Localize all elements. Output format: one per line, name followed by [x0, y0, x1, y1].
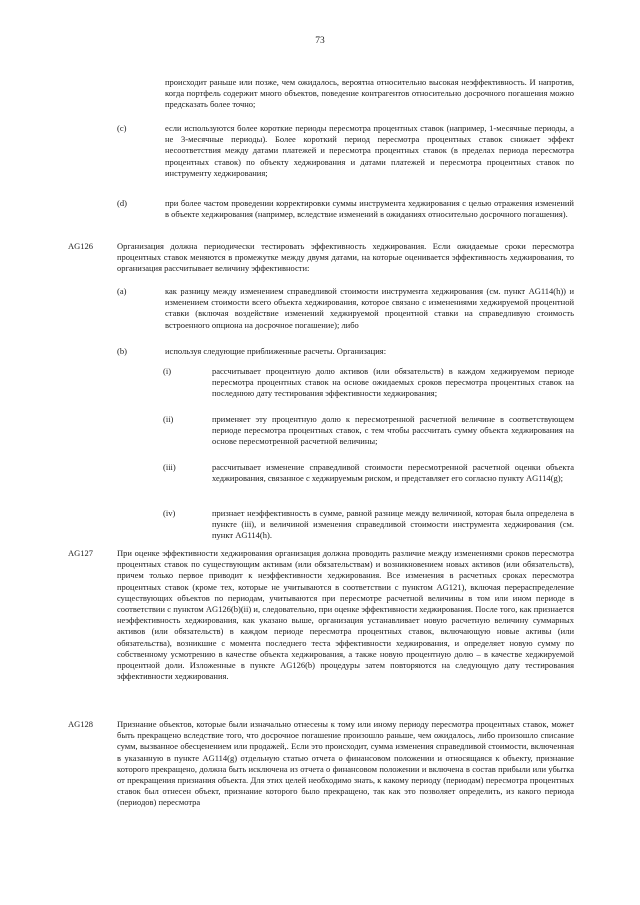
item-d-label: (d)	[117, 198, 127, 208]
sub-i-label: (i)	[163, 366, 172, 376]
ag126-a-label: (a)	[117, 286, 127, 296]
sub-i-text: рассчитывает процентную долю активов (или обязательств) в каждом хеджируемом периоде пересмотра процентных ставок на основе ожидаемых сроков пересмотра процентных ставок на последнюю дату тестирования эффективности хеджирования;	[212, 366, 574, 399]
item-c-text: если используются более короткие периоды пересмотра процентных ставок (например, 1-месячные периоды, а не 3-месячные периоды). Более короткий период пересмотра процентных ставок снижает эффект несоответствия между датами платежей и пересмотра процентных ставок (в пределах периода пересмотра процентных ставок) по объекту хеджирования и датами платежей и пересмотра процентных ставок по инструменту хеджирования;	[165, 123, 574, 178]
ag126-text: Организация должна периодически тестировать эффективность хеджирования. Если ожидаемые сроки пересмотра процентных ставок меняются в промежутке между двумя датами, на которые оценивается эффективность хеджирования, то организация рассчитывает величину эффективности:	[117, 241, 574, 274]
item-d-text: при более частом проведении корректировки суммы инструмента хеджирования с целью отражения изменений в объекте хеджирования (например, вследствие изменений в ожиданиях относительно досрочного погашения).	[165, 198, 574, 220]
ag126-b-text: используя следующие приближенные расчеты. Организация:	[165, 346, 387, 356]
sub-iii-text: рассчитывает изменение справедливой стоимости пересмотренной расчетной оценки объекта хеджирования, связанное с хеджируемым риском, и представляет его согласно пункту AG114(g);	[212, 462, 574, 484]
ag126-a-text: как разницу между изменением справедливой стоимости инструмента хеджирования (см. пункт AG114(h)) и изменением стоимости всего объекта хеджирования, которое связано с изменениями хеджируемой процентной ставки (включая воздействие изменений хеджируемой процентной ставки на справедливую стоимость встроенного опциона на досрочное погашение); либо	[165, 286, 574, 330]
page-number: 73	[315, 36, 325, 46]
paragraph-code-ag128: AG128	[68, 719, 94, 729]
paragraph-code-ag127: AG127	[68, 548, 94, 558]
ag127-text: При оценке эффективности хеджирования организация должна проводить различие между изменениями сроков пересмотра процентных ставок по существующим активам (или обязательствам) и возникновением новых активов (или обязательств), причем только первое приводит к неэффективности хеджирования. Все изменения в расчетных сроках пересмотра процентных ставок (кроме тех, которые не учитываются в соответствии с пунктом AG121), включая перераспределение существующих объектов по периодам, учитываются при пересмотре расчетной величины в том или ином периоде в соответствии с пунктом AG126(b)(ii) и, следовательно, при оценке эффективности хеджирования. После того, как признается неэффективность хеджирования, как указано выше, организация устанавливает новую расчетную величину суммарных активов (или обязательств) в каждом периоде пересмотра процентных ставок, включающую новые активы (или обязательства), возникшие с момента последнего теста эффективности хеджирования, и определяет новую сумму по собственному усмотрению в качестве объекта хеджирования, а также новую процентную долю – в качестве хеджируемой процентной доли. Изложенные в пункте AG126(b) процедуры затем повторяются на следующую дату тестирования эффективности хеджирования.	[117, 548, 574, 682]
sub-iv-label: (iv)	[163, 508, 176, 518]
ag128-text: Признание объектов, которые были изначально отнесены к тому или иному периоду пересмотра процентных ставок, может быть прекращено вследствие того, что досрочное погашение произошло раньше, чем ожидалось, либо произошло списание сумм, вызванное обесценением или продажей,. Если это происходит, сумма изменения справедливой стоимости, включенная в указанную в пункте AG114(g) отдельную статью отчета о финансовом положении и относящаяся к объекту, признание которого прекращено, должна быть исключена из отчета о финансовом положении и включена в состав прибыли или убытка от прекращения признания объекта. Для этих целей необходимо знать, к какому периоду (периодам) пересмотра процентных ставок был отнесен объект, признание которого было прекращено, так как это позволяет определить, из какого периода (периодов) пересмотра	[117, 719, 574, 808]
sub-iv-text: признает неэффективность в сумме, равной разнице между величиной, которая была определена в пункте (iii), и величиной изменения справедливой стоимости инструмента хеджирования (см. пункт AG114(h).	[212, 508, 574, 541]
sub-iii-label: (iii)	[163, 462, 176, 472]
continued-paragraph: происходит раньше или позже, чем ожидалось, вероятна относительно высокая неэффективность. И напротив, когда портфель содержит много объектов, поведение контрагентов относительно досрочного погашения можно предсказать более точно;	[165, 77, 574, 110]
sub-ii-label: (ii)	[163, 414, 174, 424]
sub-ii-text: применяет эту процентную долю к пересмотренной расчетной величине в соответствующем периоде пересмотра процентных ставок, с тем чтобы рассчитать сумму объекта хеджирования на основе пересмотренной расчетной величины;	[212, 414, 574, 447]
paragraph-code-ag126: AG126	[68, 241, 94, 251]
item-c-label: (c)	[117, 123, 127, 133]
ag126-b-label: (b)	[117, 346, 127, 356]
